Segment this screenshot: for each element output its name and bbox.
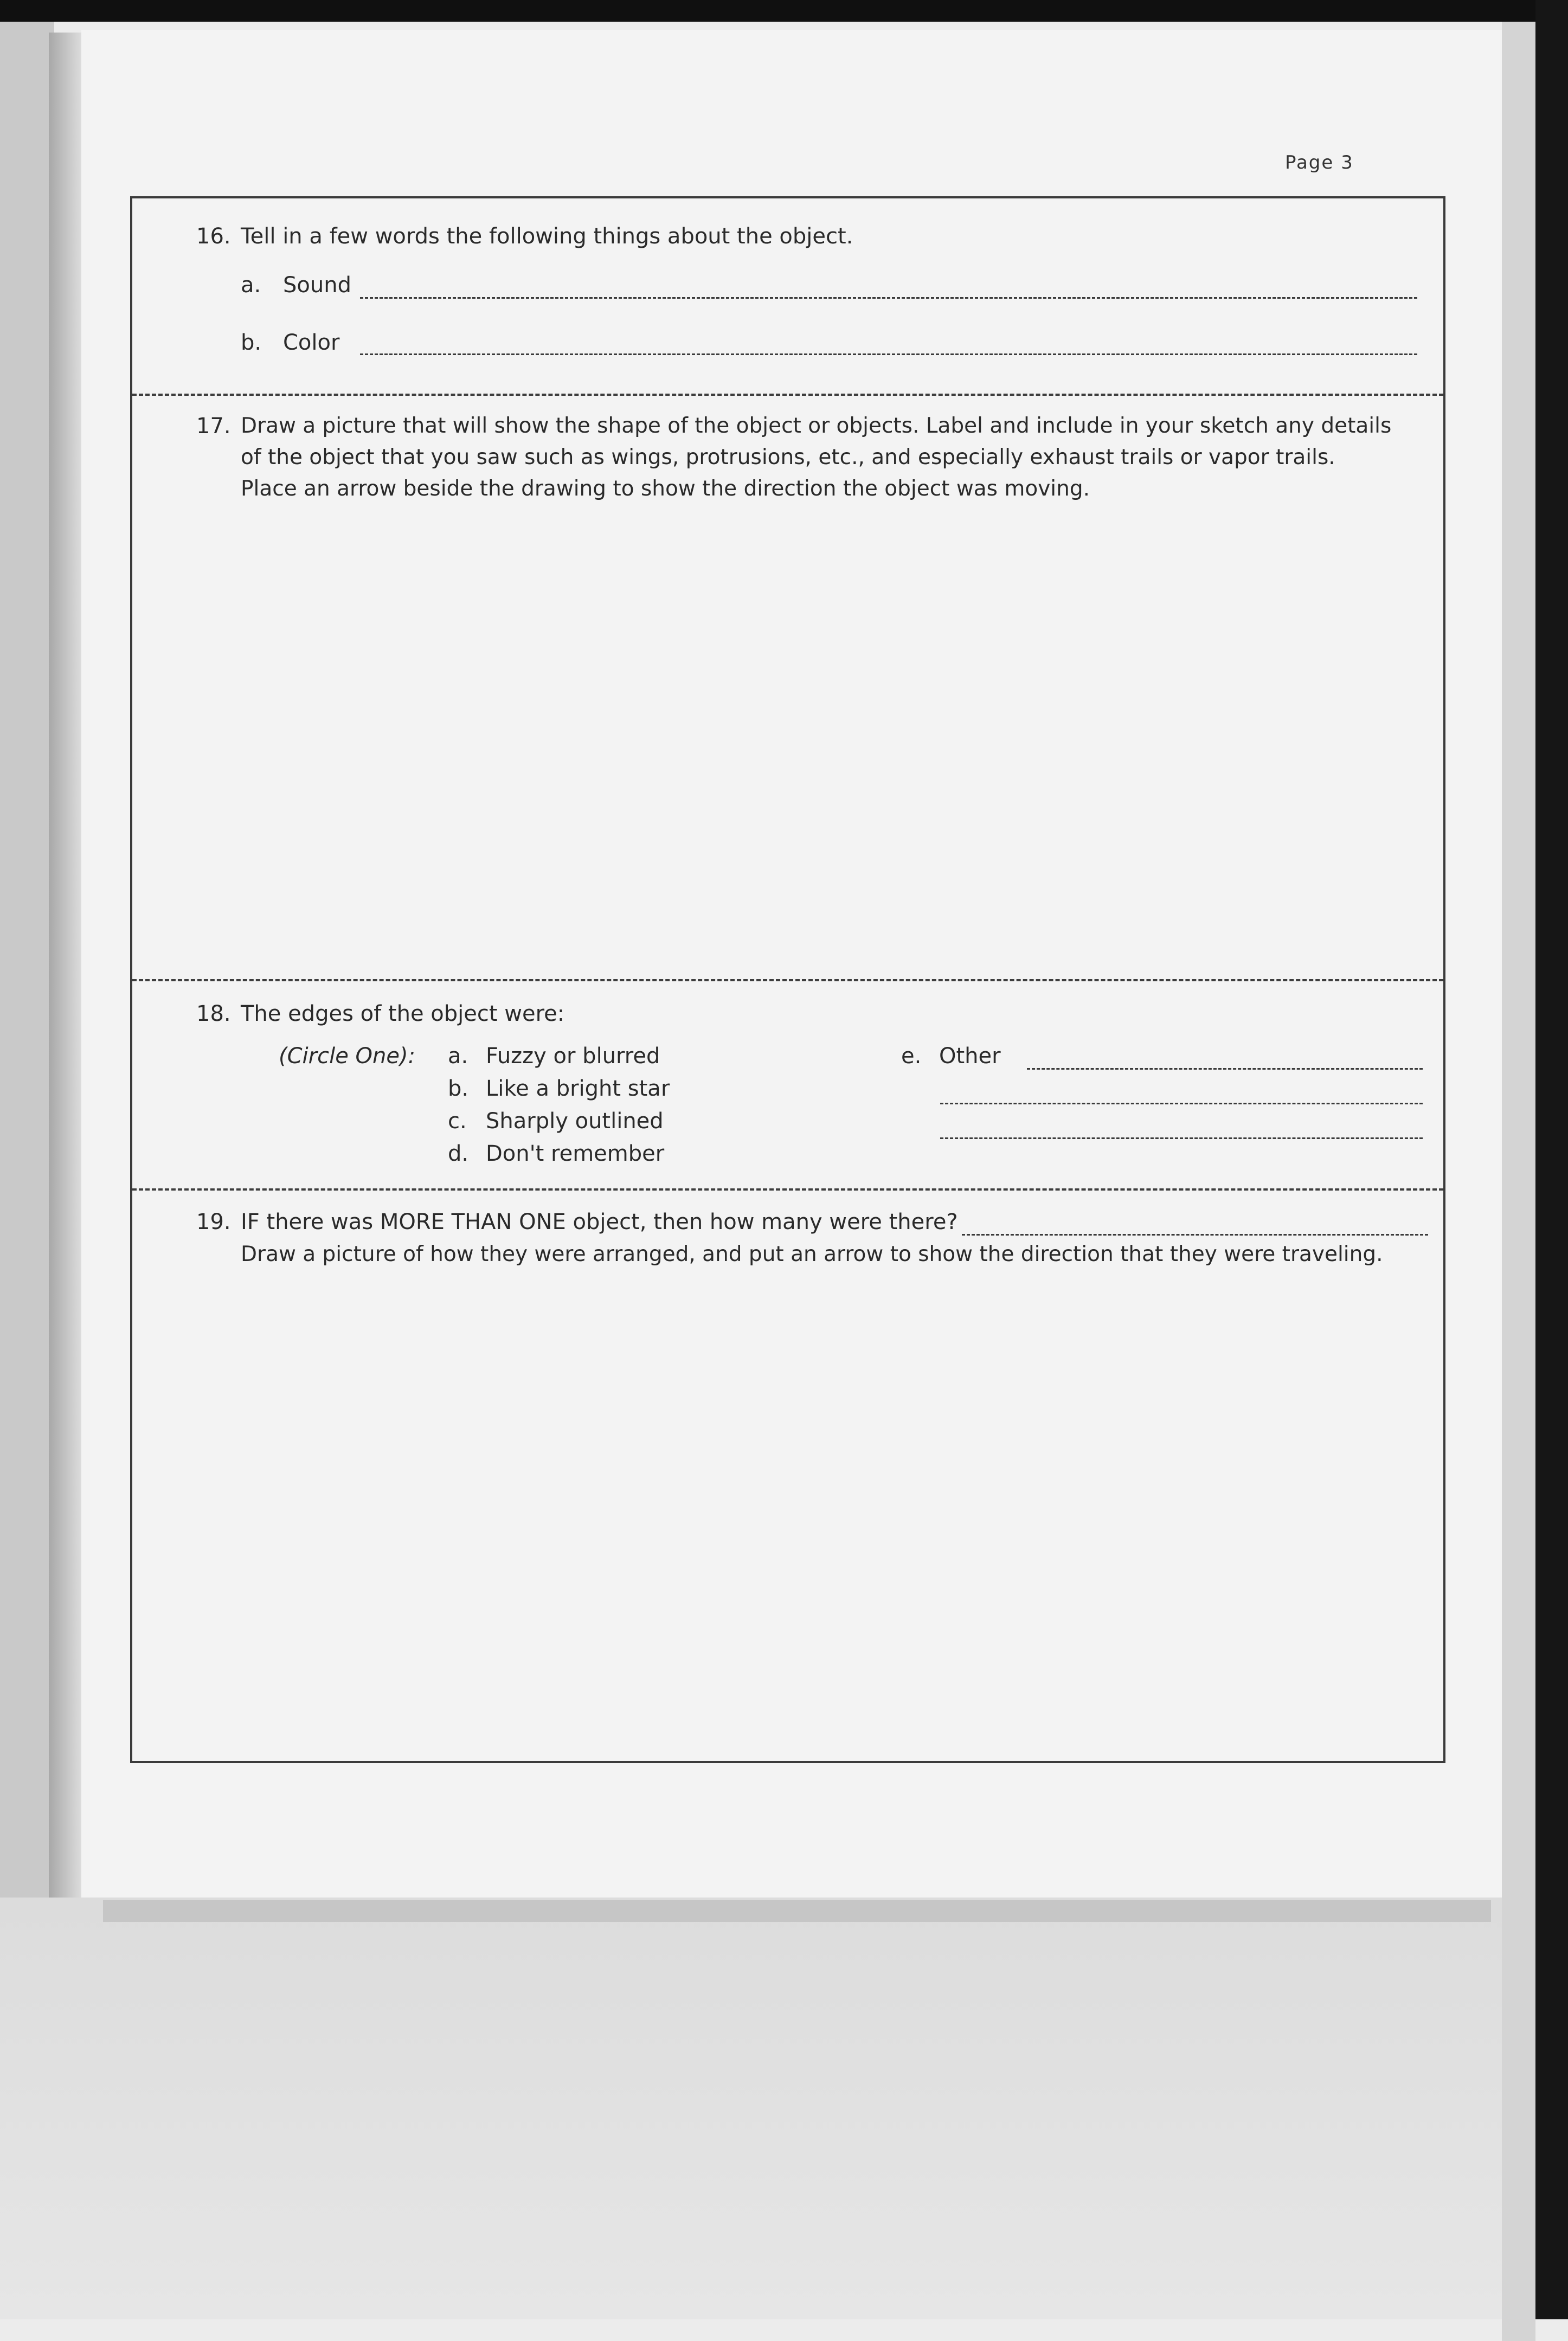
other-answer-line-1[interactable] <box>1027 1068 1423 1070</box>
questionnaire-form <box>130 196 1445 1763</box>
q17-line1: Draw a picture that will show the shape of the object or objects. Label and include in your sketch any details <box>241 414 1392 438</box>
q18-option-e-label: e. <box>901 1044 922 1069</box>
q18-option-a-label: a. <box>448 1044 468 1069</box>
q18-option-a[interactable]: Fuzzy or blurred <box>486 1044 660 1069</box>
divider-18-19 <box>132 1188 1443 1191</box>
q16-a-label: a. <box>241 273 261 298</box>
q16-b-text: Color <box>283 330 340 355</box>
q18-text: The edges of the object were: <box>241 1001 565 1026</box>
q18-option-b-label: b. <box>448 1076 469 1101</box>
divider-17-18 <box>132 979 1443 981</box>
q17-line3: Place an arrow beside the drawing to show the direction the object was moving. <box>241 477 1090 501</box>
q18-option-e[interactable]: Other <box>939 1044 1001 1069</box>
object-count-answer-line[interactable] <box>962 1234 1428 1236</box>
q18-option-c[interactable]: Sharply outlined <box>486 1109 664 1134</box>
q19-number: 19. <box>196 1210 231 1234</box>
q18-instruction: (Circle One): <box>279 1044 416 1069</box>
q18-option-d-label: d. <box>448 1141 469 1166</box>
q17-drawing-area[interactable] <box>143 524 1434 947</box>
q16-number: 16. <box>196 224 231 249</box>
q16-text: Tell in a few words the following things about the object. <box>241 224 853 249</box>
q19-drawing-area[interactable] <box>143 1288 1434 1744</box>
q19-line2: Draw a picture of how they were arranged, and put an arrow to show the direction that they were traveling. <box>241 1242 1383 1266</box>
q18-option-c-label: c. <box>448 1109 467 1134</box>
scan-edge-right <box>1535 0 1568 2319</box>
other-answer-line-3[interactable] <box>940 1137 1423 1139</box>
lower-backing <box>0 1898 1534 2319</box>
lower-strip <box>103 1900 1491 1922</box>
scan-shadow-left <box>49 33 81 1903</box>
q17-line2: of the object that you saw such as wings, protrusions, etc., and especially exhaust trails or vapor trails. <box>241 445 1335 470</box>
q18-number: 18. <box>196 1001 231 1026</box>
q16-b-label: b. <box>241 330 262 355</box>
scan-edge-right-inner <box>1502 22 1535 2341</box>
scan-edge-top <box>0 0 1568 22</box>
q16-a-text: Sound <box>283 273 351 298</box>
q18-option-d[interactable]: Don't remember <box>486 1141 665 1166</box>
sound-answer-line[interactable] <box>360 297 1417 299</box>
color-answer-line[interactable] <box>360 353 1417 355</box>
q17-number: 17. <box>196 414 231 439</box>
divider-16-17 <box>132 394 1443 396</box>
q18-option-b[interactable]: Like a bright star <box>486 1076 670 1101</box>
page-number: Page 3 <box>1285 152 1354 173</box>
other-answer-line-2[interactable] <box>940 1103 1423 1104</box>
scan-edge-left <box>0 22 54 1941</box>
q19-line1: IF there was MORE THAN ONE object, then how many were there? <box>241 1210 958 1234</box>
